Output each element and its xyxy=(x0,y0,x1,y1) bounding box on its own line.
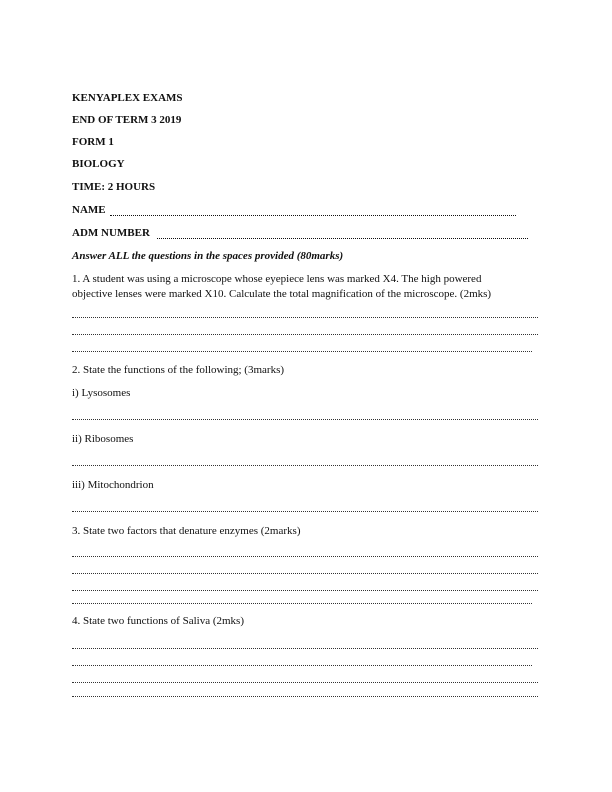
answer-line[interactable] xyxy=(72,555,538,557)
answer-line[interactable] xyxy=(72,589,538,591)
answer-line[interactable] xyxy=(72,333,538,335)
question-1-line-2: objective lenses were marked X10. Calculate the total magnification of the microscope. (2mks) xyxy=(72,288,492,300)
question-3-text: 3. State two factors that denature enzymes (2marks) xyxy=(72,525,301,537)
answer-line[interactable] xyxy=(72,664,532,666)
subject-label: BIOLOGY xyxy=(72,158,125,170)
name-label: NAME xyxy=(72,204,106,216)
instructions: Answer ALL the questions in the spaces provided (80marks) xyxy=(72,250,344,262)
question-4-text: 4. State two functions of Saliva (2mks) xyxy=(72,615,245,627)
question-2-text: 2. State the functions of the following; (3marks) xyxy=(72,364,285,376)
answer-line[interactable] xyxy=(72,350,532,352)
adm-number-label: ADM NUMBER xyxy=(72,227,150,239)
form-label: FORM 1 xyxy=(72,136,114,148)
answer-line[interactable] xyxy=(72,572,538,574)
answer-line[interactable] xyxy=(72,418,538,420)
answer-line[interactable] xyxy=(72,602,532,604)
question-2-part-i: i) Lysosomes xyxy=(72,387,131,399)
adm-number-field[interactable] xyxy=(157,237,528,239)
question-2-part-iii: iii) Mitochondrion xyxy=(72,479,154,491)
answer-line[interactable] xyxy=(72,316,538,318)
answer-line[interactable] xyxy=(72,695,538,697)
time-label: TIME: 2 HOURS xyxy=(72,181,156,193)
name-field[interactable] xyxy=(110,214,516,216)
answer-line[interactable] xyxy=(72,510,538,512)
question-1-line-1: 1. A student was using a microscope whose eyepiece lens was marked X4. The high powered xyxy=(72,273,482,285)
answer-line[interactable] xyxy=(72,464,538,466)
answer-line[interactable] xyxy=(72,681,538,683)
answer-line[interactable] xyxy=(72,647,538,649)
organization-title: KENYAPLEX EXAMS xyxy=(72,92,183,104)
question-2-part-ii: ii) Ribosomes xyxy=(72,433,134,445)
exam-title: END OF TERM 3 2019 xyxy=(72,114,182,126)
